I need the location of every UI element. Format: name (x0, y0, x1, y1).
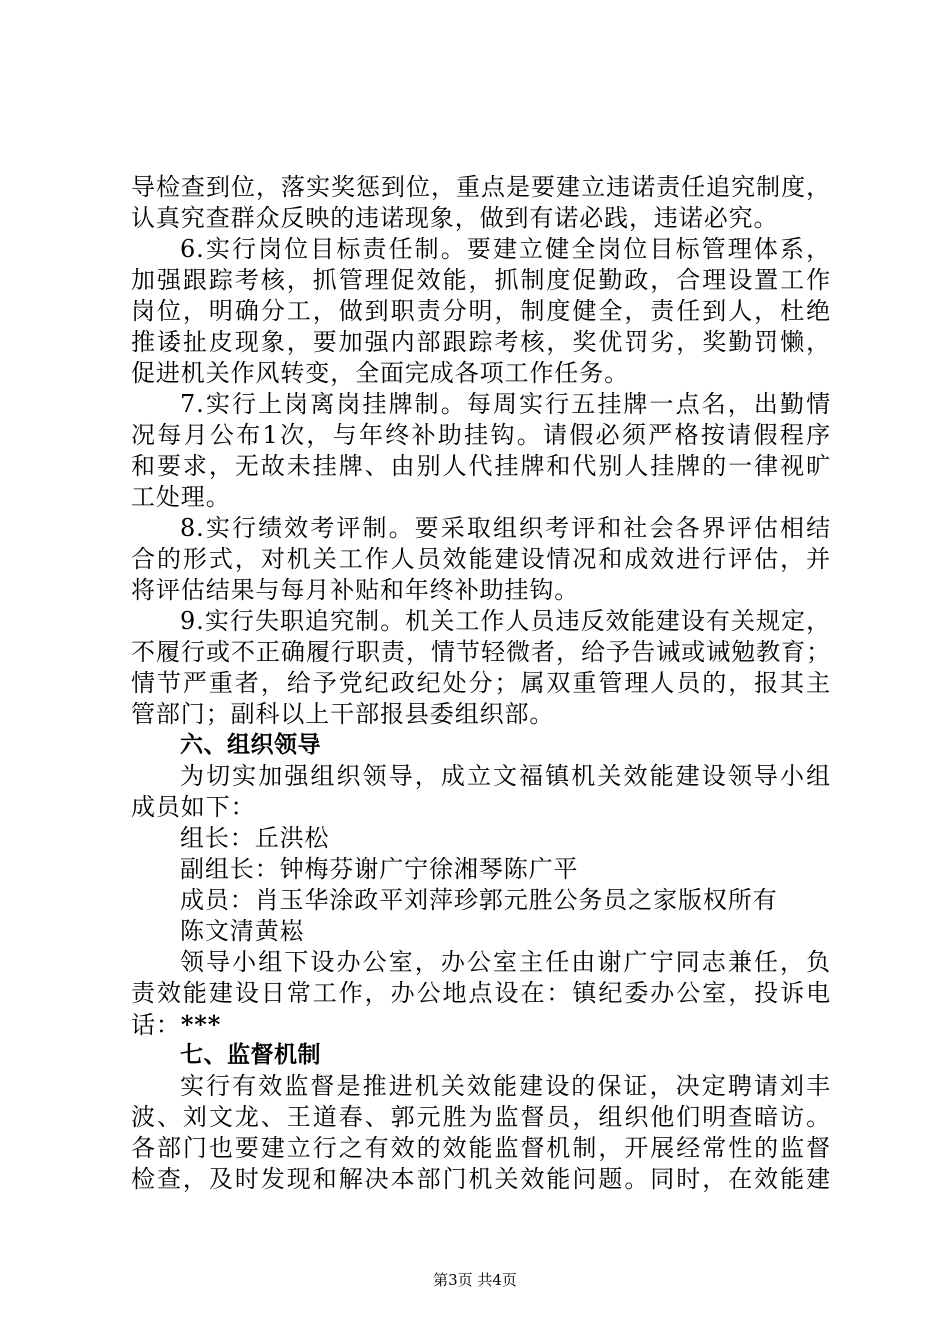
paragraph-line: 岗位，明确分工，做到职责分明，制度健全，责任到人，杜绝 (131, 297, 831, 325)
paragraph-line: 成员如下： (131, 793, 256, 821)
phone-label: 话： (131, 1011, 181, 1039)
paragraph-line: 工处理。 (131, 483, 231, 511)
document-body (131, 172, 831, 1195)
paragraph-line: 和要求，无故未挂牌、由别人代挂牌和代别人挂牌的一律视旷 (131, 452, 831, 480)
paragraph-line: 情节严重者，给予党纪政纪处分；属双重管理人员的，报其主 (131, 669, 831, 697)
paragraph-line: 检查，及时发现和解决本部门机关效能问题。同时，在效能建 (131, 1165, 831, 1193)
paragraph-line: 导检查到位，落实奖惩到位，重点是要建立违诺责任追究制度， (131, 173, 831, 201)
paragraph-line: 认真究查群众反映的违诺现象，做到有诺必践，违诺必究。 (131, 204, 779, 232)
paragraph-line: 成员：肖玉华涂政平刘萍珍郭元胜公务员之家版权所有 (180, 886, 778, 914)
paragraph-line: 9.实行失职追究制。机关工作人员违反效能建设有关规定， (180, 607, 831, 635)
paragraph-line: 8.实行绩效考评制。要采取组织考评和社会各界评估相结 (180, 514, 831, 542)
page-number: 第3页 共4页 (433, 1271, 517, 1289)
paragraph-line: 波、刘文龙、王道春、郭元胜为监督员，组织他们明查暗访。 (131, 1103, 831, 1131)
paragraph-line: 6.实行岗位目标责任制。要建立健全岗位目标管理体系， (180, 235, 831, 263)
paragraph-line: 7.实行上岗离岗挂牌制。每周实行五挂牌一点名，出勤情 (180, 390, 831, 418)
section-heading: 六、组织领导 (180, 732, 321, 758)
paragraph-line: 为切实加强组织领导，成立文福镇机关效能建设领导小组 (180, 762, 831, 790)
paragraph-line: 组长：丘洪松 (180, 824, 330, 852)
paragraph-line: 实行有效监督是推进机关效能建设的保证，决定聘请刘丰 (180, 1072, 831, 1100)
section-heading: 七、监督机制 (180, 1042, 321, 1068)
paragraph-line: 各部门也要建立行之有效的效能监督机制，开展经常性的监督 (131, 1134, 831, 1162)
page-footer (0, 1270, 950, 1290)
paragraph-line: 责效能建设日常工作，办公地点设在：镇纪委办公室，投诉电 (131, 979, 831, 1007)
phone-number: *** (180, 1010, 222, 1039)
paragraph-line: 将评估结果与每月补贴和年终补助挂钩。 (131, 576, 580, 604)
paragraph-line: 管部门；副科以上干部报县委组织部。 (131, 700, 555, 728)
paragraph-line: 领导小组下设办公室，办公室主任由谢广宁同志兼任，负 (180, 948, 831, 976)
paragraph-line: 况每月公布1次，与年终补助挂钩。请假必须严格按请假程序 (131, 421, 831, 449)
paragraph-line: 推诿扯皮现象，要加强内部跟踪考核，奖优罚劣，奖勤罚懒， (131, 328, 831, 356)
paragraph-line (131, 1009, 831, 1040)
paragraph-line: 合的形式，对机关工作人员效能建设情况和成效进行评估，并 (131, 545, 831, 573)
paragraph-line: 不履行或不正确履行职责，情节轻微者，给予告诫或诫勉教育； (131, 638, 831, 666)
paragraph-line: 加强跟踪考核，抓管理促效能，抓制度促勤政，合理设置工作 (131, 266, 831, 294)
paragraph-line: 陈文清黄崧 (180, 917, 305, 945)
paragraph-line: 副组长：钟梅芬谢广宁徐湘琴陈广平 (180, 855, 579, 883)
paragraph-line: 促进机关作风转变，全面完成各项工作任务。 (131, 359, 629, 387)
